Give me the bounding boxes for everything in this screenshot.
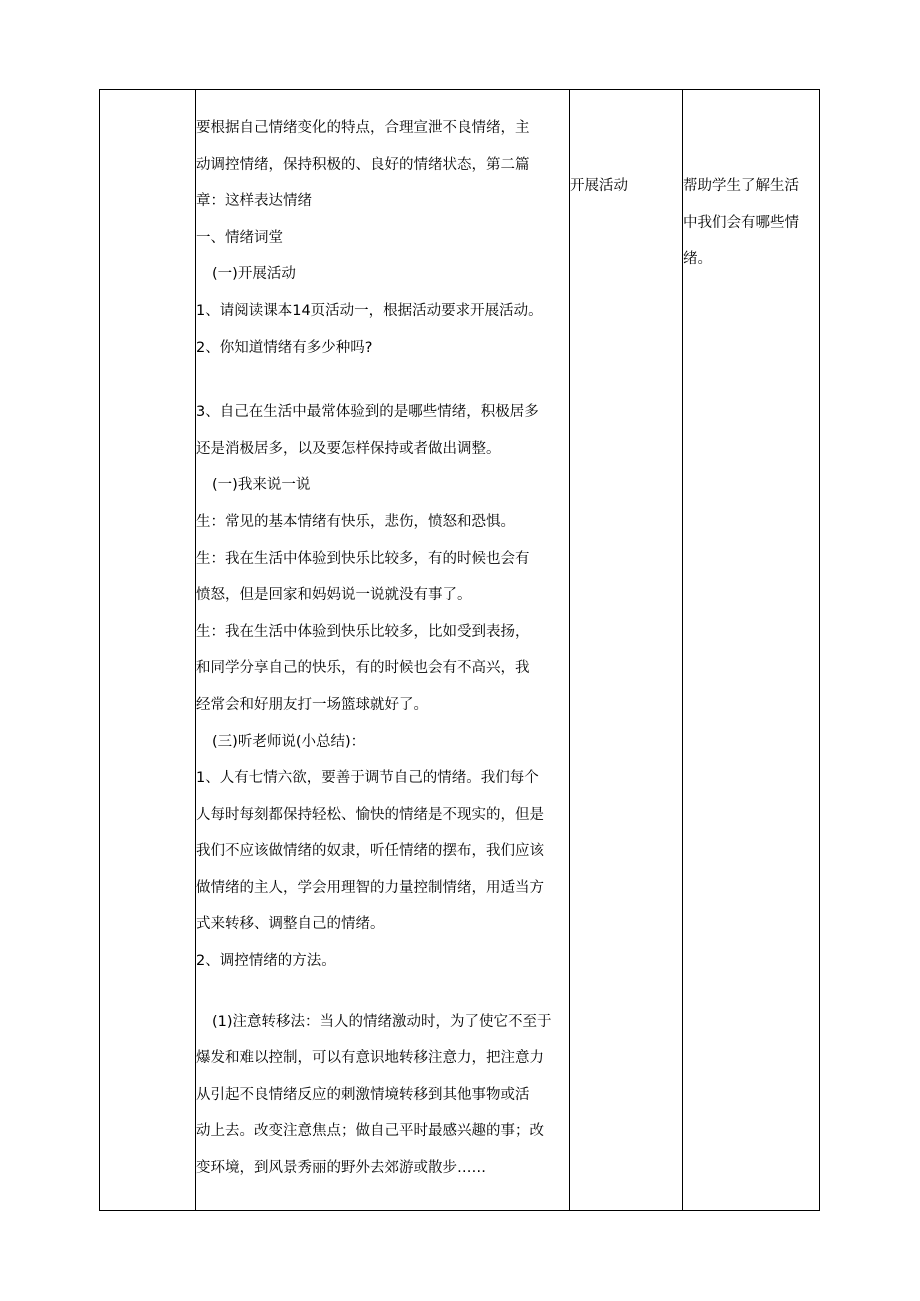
text-line: 人每时每刻都保持轻松、愉快的情绪是不现实的，但是: [196, 806, 544, 823]
purpose-line: 中我们会有哪些情: [683, 214, 799, 231]
section-heading: 一、情绪词堂: [196, 229, 283, 246]
text-line: 2、调控情绪的方法。: [196, 953, 336, 970]
text-line: 生：我在生活中体验到快乐比较多，比如受到表扬，: [196, 623, 530, 640]
text-line: 和同学分享自己的快乐，有的时候也会有不高兴，我: [196, 660, 530, 677]
activity-label: 开展活动: [570, 178, 628, 194]
text-line: 我们不应该做情绪的奴隶，听任情绪的摆布，我们应该: [196, 843, 544, 860]
text-line: 从引起不良情绪反应的刺激情境转移到其他事物或活: [196, 1086, 530, 1103]
purpose-cell: [683, 90, 819, 278]
text-line: 经常会和好朋友打一场篮球就好了。: [196, 696, 428, 713]
subsection-heading: (一)我来说一说: [212, 477, 311, 494]
text-line: 要根据自己情绪变化的特点，合理宣泄不良情绪，主: [196, 120, 530, 136]
text-line: 爆发和难以控制，可以有意识地转移注意力，把注意力: [196, 1050, 544, 1067]
text-line: 1、请阅读课本14页活动一，根据活动要求开展活动。: [196, 302, 543, 319]
purpose-line: 绪。: [683, 251, 712, 268]
lesson-table: [99, 89, 820, 1211]
text-line: 生：我在生活中体验到快乐比较多，有的时候也会有: [196, 550, 530, 567]
text-line: 3、自己在生活中最常体验到的是哪些情绪，积极居多: [196, 404, 539, 421]
subsection-heading: (三)听老师说(小总结)：: [212, 733, 366, 750]
text-line: 动调控情绪，保持积极的、良好的情绪状态，第二篇: [196, 156, 530, 173]
text-line: (1)注意转移法：当人的情绪激动时，为了使它不至于: [212, 1013, 552, 1030]
text-line: 1、人有七情六欲，要善于调节自己的情绪。我们每个: [196, 770, 539, 787]
activity-cell: [570, 90, 682, 205]
text-line: 章：这样表达情绪: [196, 193, 312, 210]
text-line: 还是消极居多，以及要怎样保持或者做出调整。: [196, 440, 501, 457]
text-line: 愤怒，但是回家和妈妈说一说就没有事了。: [196, 587, 472, 604]
text-line: 做情绪的主人，学会用理智的力量控制情绪，用适当方: [196, 879, 544, 896]
text-line: 生：常见的基本情绪有快乐，悲伤，愤怒和恐惧。: [196, 513, 515, 530]
text-line: 2、你知道情绪有多少种吗?: [196, 339, 373, 356]
subsection-heading: (一)开展活动: [212, 266, 296, 283]
text-line: 动上去。改变注意焦点；做自己平时最感兴趣的事；改: [196, 1123, 544, 1140]
purpose-line: 帮助学生了解生活: [683, 178, 799, 194]
text-line: 式来转移、调整自己的情绪。: [196, 916, 385, 933]
text-line: 变环境，到风景秀丽的野外去郊游或散步……: [196, 1160, 486, 1177]
teaching-process-cell: [196, 90, 570, 1187]
